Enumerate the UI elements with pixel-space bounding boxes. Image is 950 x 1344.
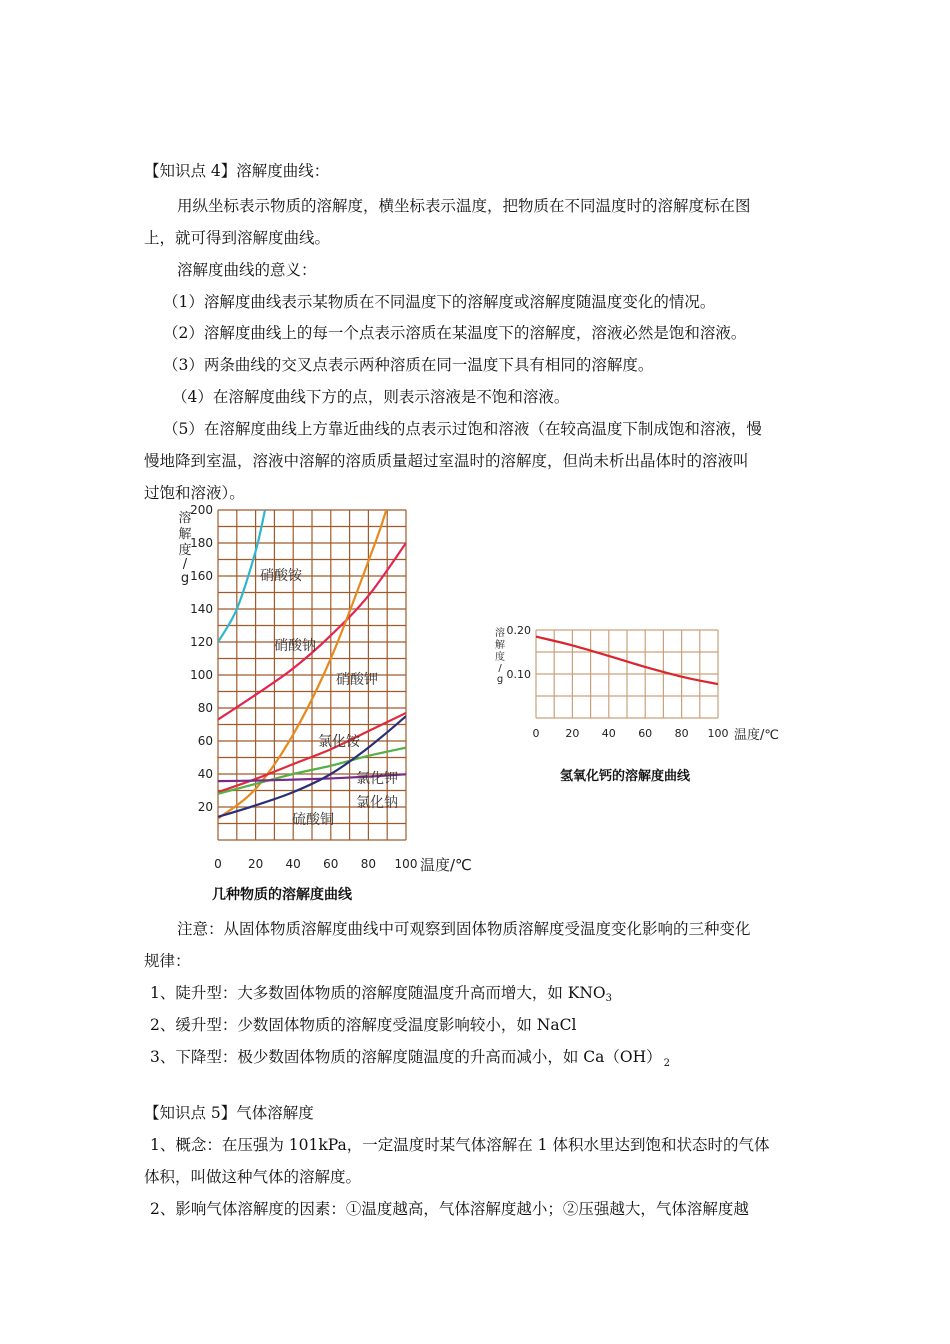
- note-line2: 规律：: [144, 952, 191, 970]
- chart-main-y-tick: 200: [190, 503, 213, 518]
- chart-small-x-tick: 40: [601, 727, 616, 740]
- kp4-meaning-4: （4）在溶解度曲线下方的点，则表示溶液是不饱和溶液。: [172, 388, 570, 406]
- label-potassium-chloride: 氯化钾: [356, 771, 398, 787]
- solubility-chart-caoh2: [492, 622, 792, 794]
- chart-main-ylabel-1: 溶: [178, 511, 192, 526]
- note-line1: 注意：从固体物质溶解度曲线中可观察到固体物质溶解度受温度变化影响的三种变化: [177, 920, 751, 938]
- kp5-concept-line2: 体积，叫做这种气体的溶解度。: [144, 1168, 362, 1186]
- chart-small-y-tick: 0.20: [506, 623, 531, 637]
- chart-small-y-tick: 0.10: [506, 667, 531, 681]
- chart-small-ylabel-5: g: [496, 674, 504, 685]
- kp5-title: 【知识点 5】气体溶解度: [144, 1104, 314, 1122]
- kp4-meaning-heading: 溶解度曲线的意义：: [177, 261, 317, 279]
- chart-small-x-tick: 60: [638, 727, 653, 740]
- kp4-meaning-5-line2: 慢地降到室温，溶液中溶解的溶质质量超过室温时的溶解度，但尚未析出晶体时的溶液叫: [144, 452, 749, 470]
- chart-main-y-tick: 40: [197, 767, 213, 782]
- chart-main-x-tick: 100: [394, 857, 418, 871]
- chart-small-x-tick: 80: [674, 727, 689, 740]
- kp4-meaning-2: （2）溶解度曲线上的每一个点表示溶质在某温度下的溶解度，溶液必然是饱和溶液。: [163, 324, 747, 342]
- chart-main-x-tick: 60: [323, 857, 339, 871]
- chart-small-x-tick: 100: [707, 727, 729, 740]
- chart-main-xlabel: 温度/℃: [420, 856, 472, 874]
- rule-3: [150, 1047, 670, 1070]
- rule-3-text: 3、下降型：极少数固体物质的溶解度随温度的升高而减小，如 Ca（OH）: [150, 1048, 662, 1066]
- kp4-title: 【知识点 4】溶解度曲线：: [144, 162, 330, 180]
- kp4-intro-line2: 上，就可得到溶解度曲线。: [144, 229, 331, 247]
- label-copper-sulfate: 硫酸铜: [292, 812, 334, 828]
- chart-main-y-tick: 60: [197, 734, 213, 749]
- rule-3-subscript: 2: [663, 1058, 670, 1069]
- rule-2: 2、缓升型：少数固体物质的溶解度受温度影响较小，如 NaCl: [150, 1016, 577, 1034]
- label-sodium-chloride: 氯化钠: [356, 795, 398, 811]
- chart-small-xlabel: 温度/℃: [734, 728, 779, 743]
- label-ammonium-chloride: 氯化铵: [318, 734, 360, 750]
- chart-main-x-tick: 80: [360, 857, 377, 871]
- chart-main-y-tick: 80: [197, 701, 213, 716]
- label-potassium-nitrate: 硝酸钾: [336, 672, 378, 688]
- rule-1: [150, 983, 612, 1009]
- kp4-meaning-5-line3: 过饱和溶液）。: [144, 484, 245, 502]
- label-sodium-nitrate: 硝酸钠: [274, 638, 316, 654]
- chart-main-y-tick: 160: [190, 569, 213, 584]
- chart-small-ylabel-2: 解: [495, 640, 505, 651]
- chart-small-ylabel-1: 溶: [495, 628, 505, 639]
- kp4-intro-line1: 用纵坐标表示物质的溶解度，横坐标表示温度，把物质在不同温度时的溶解度标在图: [177, 197, 751, 215]
- chart-small-x-tick: 0: [532, 727, 540, 740]
- chart-main-title: 几种物质的溶解度曲线: [212, 887, 352, 903]
- chart-main-y-tick: 120: [190, 635, 213, 650]
- chart-small-ylabel-3: 度: [495, 652, 505, 663]
- chart-main-x-tick: 20: [247, 857, 264, 871]
- kp4-meaning-1: （1）溶解度曲线表示某物质在不同温度下的溶解度或溶解度随温度变化的情况。: [163, 293, 716, 311]
- kp4-meaning-5-line1: （5）在溶解度曲线上方靠近曲线的点表示过饱和溶液（在较高温度下制成饱和溶液，慢: [163, 420, 762, 438]
- chart-small-x-tick: 20: [565, 727, 580, 740]
- rule-1-subscript: 3: [605, 993, 613, 1004]
- chart-main-ylabel-2: 解: [178, 527, 192, 542]
- chart-main-x-tick: 0: [214, 857, 222, 871]
- chart-main-y-tick: 180: [190, 536, 213, 551]
- chart-main-x-tick: 40: [285, 857, 301, 871]
- chart-main-y-tick: 20: [197, 800, 213, 815]
- chart-main-ylabel-3: 度: [178, 543, 192, 558]
- chart-small-title: 氢氧化钙的溶解度曲线: [560, 769, 691, 784]
- solubility-chart-main: [170, 502, 490, 910]
- label-ammonium-nitrate: 硝酸铵: [260, 568, 302, 584]
- chart-main-y-tick: 100: [190, 668, 213, 683]
- chart-main-y-tick: 140: [190, 602, 213, 617]
- chart-main-ylabel-5: g: [180, 571, 190, 586]
- rule-1-text: 1、陡升型：大多数固体物质的溶解度随温度升高而增大，如 KNO: [150, 984, 606, 1002]
- kp4-meaning-3: （3）两条曲线的交叉点表示两种溶质在同一温度下具有相同的溶解度。: [163, 356, 654, 374]
- chart-main-ylabel-4: /: [182, 557, 188, 572]
- kp5-concept-line1: 1、概念：在压强为 101kPa，一定温度时某气体溶解在 1 体积水里达到饱和状态时的气体: [150, 1136, 770, 1154]
- kp5-factors-line1: 2、影响气体溶解度的因素：①温度越高，气体溶解度越小；②压强越大，气体溶解度越: [150, 1200, 749, 1218]
- chart-small-ylabel-4: /: [498, 663, 502, 674]
